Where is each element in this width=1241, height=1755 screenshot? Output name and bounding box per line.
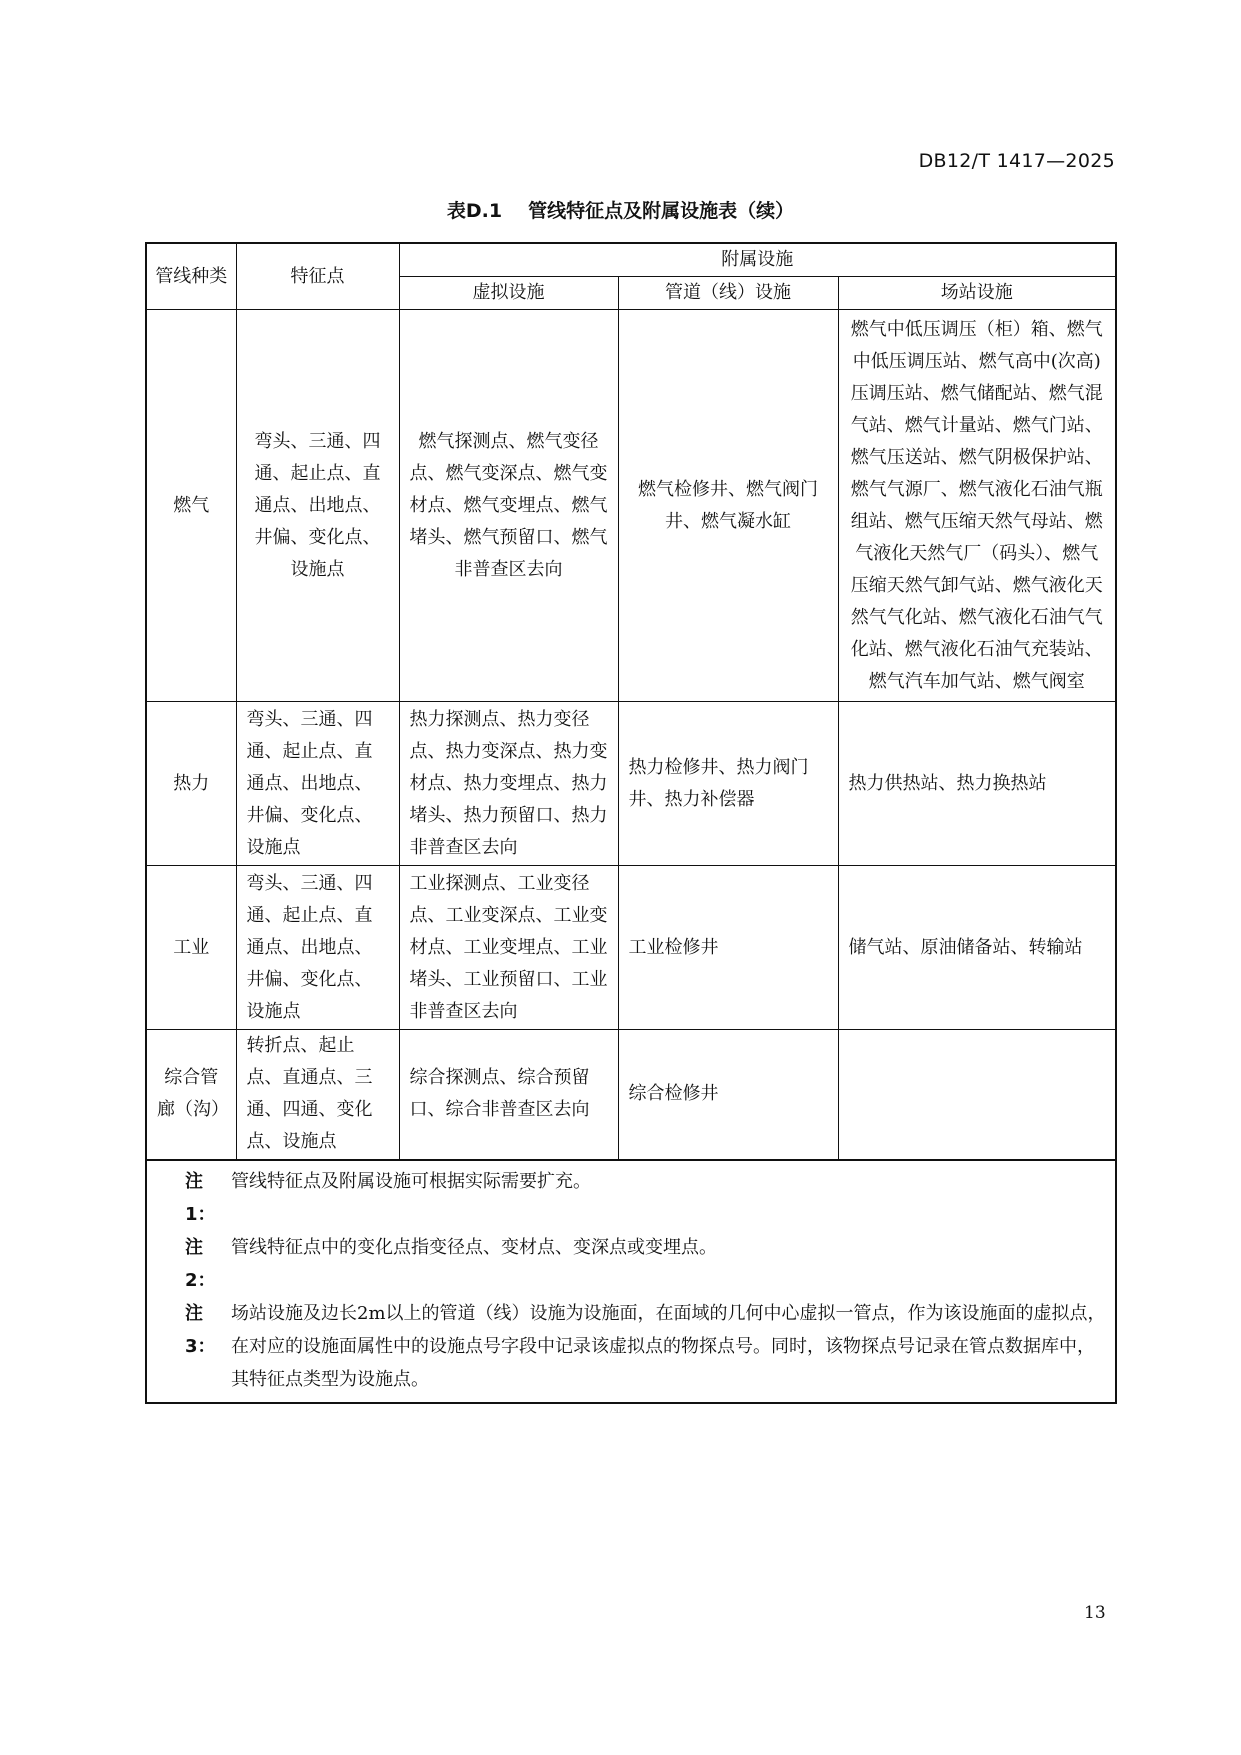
cell-feature: 弯头、三通、四通、起止点、直通点、出地点、井偏、变化点、设施点 bbox=[236, 866, 399, 1030]
cell-virtual: 热力探测点、热力变径点、热力变深点、热力变材点、热力变埋点、热力堵头、热力预留口、热力非普查区去向 bbox=[399, 702, 618, 866]
header-station: 场站设施 bbox=[838, 277, 1116, 310]
cell-type: 工业 bbox=[146, 866, 236, 1030]
header-pipe: 管道（线）设施 bbox=[618, 277, 838, 310]
table-row bbox=[146, 866, 1116, 1030]
note-3 bbox=[185, 1297, 1107, 1396]
table-title-text: 管线特征点及附属设施表（续） bbox=[528, 200, 795, 222]
table-title-label: 表D.1 bbox=[446, 200, 503, 222]
table-row bbox=[146, 702, 1116, 866]
note-label: 注2： bbox=[185, 1236, 216, 1291]
note-text: 管线特征点及附属设施可根据实际需要扩充。 bbox=[231, 1170, 591, 1192]
header-pipeline-type: 管线种类 bbox=[146, 243, 236, 310]
cell-station: 热力供热站、热力换热站 bbox=[838, 702, 1116, 866]
feature-facility-table bbox=[145, 242, 1117, 1404]
note-label: 注1： bbox=[185, 1170, 216, 1225]
note-label: 注3： bbox=[185, 1302, 216, 1357]
cell-virtual: 综合探测点、综合预留口、综合非普查区去向 bbox=[399, 1030, 618, 1160]
table-row bbox=[146, 310, 1116, 702]
cell-type: 热力 bbox=[146, 702, 236, 866]
header-feature-point: 特征点 bbox=[236, 243, 399, 310]
table-header-row bbox=[146, 243, 1116, 277]
cell-pipe: 工业检修井 bbox=[618, 866, 838, 1030]
table-notes-row bbox=[146, 1160, 1116, 1403]
table-row bbox=[146, 1030, 1116, 1160]
header-virtual: 虚拟设施 bbox=[399, 277, 618, 310]
note-text: 场站设施及边长2m以上的管道（线）设施为设施面，在面域的几何中心虚拟一管点，作为该设施面的虚拟点，在对应的设施面属性中的设施点号字段中记录该虚拟点的物探点号。同时，该物探点号记录在管点数据库中，其特征点类型为设施点。 bbox=[231, 1302, 1106, 1390]
header-facilities: 附属设施 bbox=[399, 243, 1116, 277]
cell-virtual: 燃气探测点、燃气变径点、燃气变深点、燃气变材点、燃气变埋点、燃气堵头、燃气预留口、燃气非普查区去向 bbox=[399, 310, 618, 702]
cell-station: 燃气中低压调压（柜）箱、燃气中低压调压站、燃气高中(次高)压调压站、燃气储配站、燃气混气站、燃气计量站、燃气门站、燃气压送站、燃气阴极保护站、燃气气源厂、燃气液化石油气瓶组站、燃气压缩天然气母站、燃气液化天然气厂（码头）、燃气压缩天然气卸气站、燃气液化天然气气化站、燃气液化石油气气化站、燃气液化石油气充装站、燃气汽车加气站、燃气阀室 bbox=[838, 310, 1116, 702]
cell-feature: 弯头、三通、四通、起止点、直通点、出地点、井偏、变化点、设施点 bbox=[236, 310, 399, 702]
note-1 bbox=[185, 1165, 1107, 1231]
cell-type: 综合管廊（沟） bbox=[146, 1030, 236, 1160]
note-2 bbox=[185, 1231, 1107, 1297]
cell-type: 燃气 bbox=[146, 310, 236, 702]
table-notes bbox=[146, 1160, 1116, 1403]
cell-pipe: 综合检修井 bbox=[618, 1030, 838, 1160]
cell-feature: 转折点、起止点、直通点、三通、四通、变化点、设施点 bbox=[236, 1030, 399, 1160]
cell-station: 储气站、原油储备站、转输站 bbox=[838, 866, 1116, 1030]
cell-station bbox=[838, 1030, 1116, 1160]
document-id: DB12/T 1417—2025 bbox=[918, 150, 1115, 172]
cell-pipe: 热力检修井、热力阀门井、热力补偿器 bbox=[618, 702, 838, 866]
cell-virtual: 工业探测点、工业变径点、工业变深点、工业变材点、工业变埋点、工业堵头、工业预留口、工业非普查区去向 bbox=[399, 866, 618, 1030]
cell-feature: 弯头、三通、四通、起止点、直通点、出地点、井偏、变化点、设施点 bbox=[236, 702, 399, 866]
page-number: 13 bbox=[1084, 1603, 1106, 1623]
note-text: 管线特征点中的变化点指变径点、变材点、变深点或变埋点。 bbox=[231, 1236, 717, 1258]
cell-pipe: 燃气检修井、燃气阀门井、燃气凝水缸 bbox=[618, 310, 838, 702]
table-title bbox=[0, 196, 1241, 223]
